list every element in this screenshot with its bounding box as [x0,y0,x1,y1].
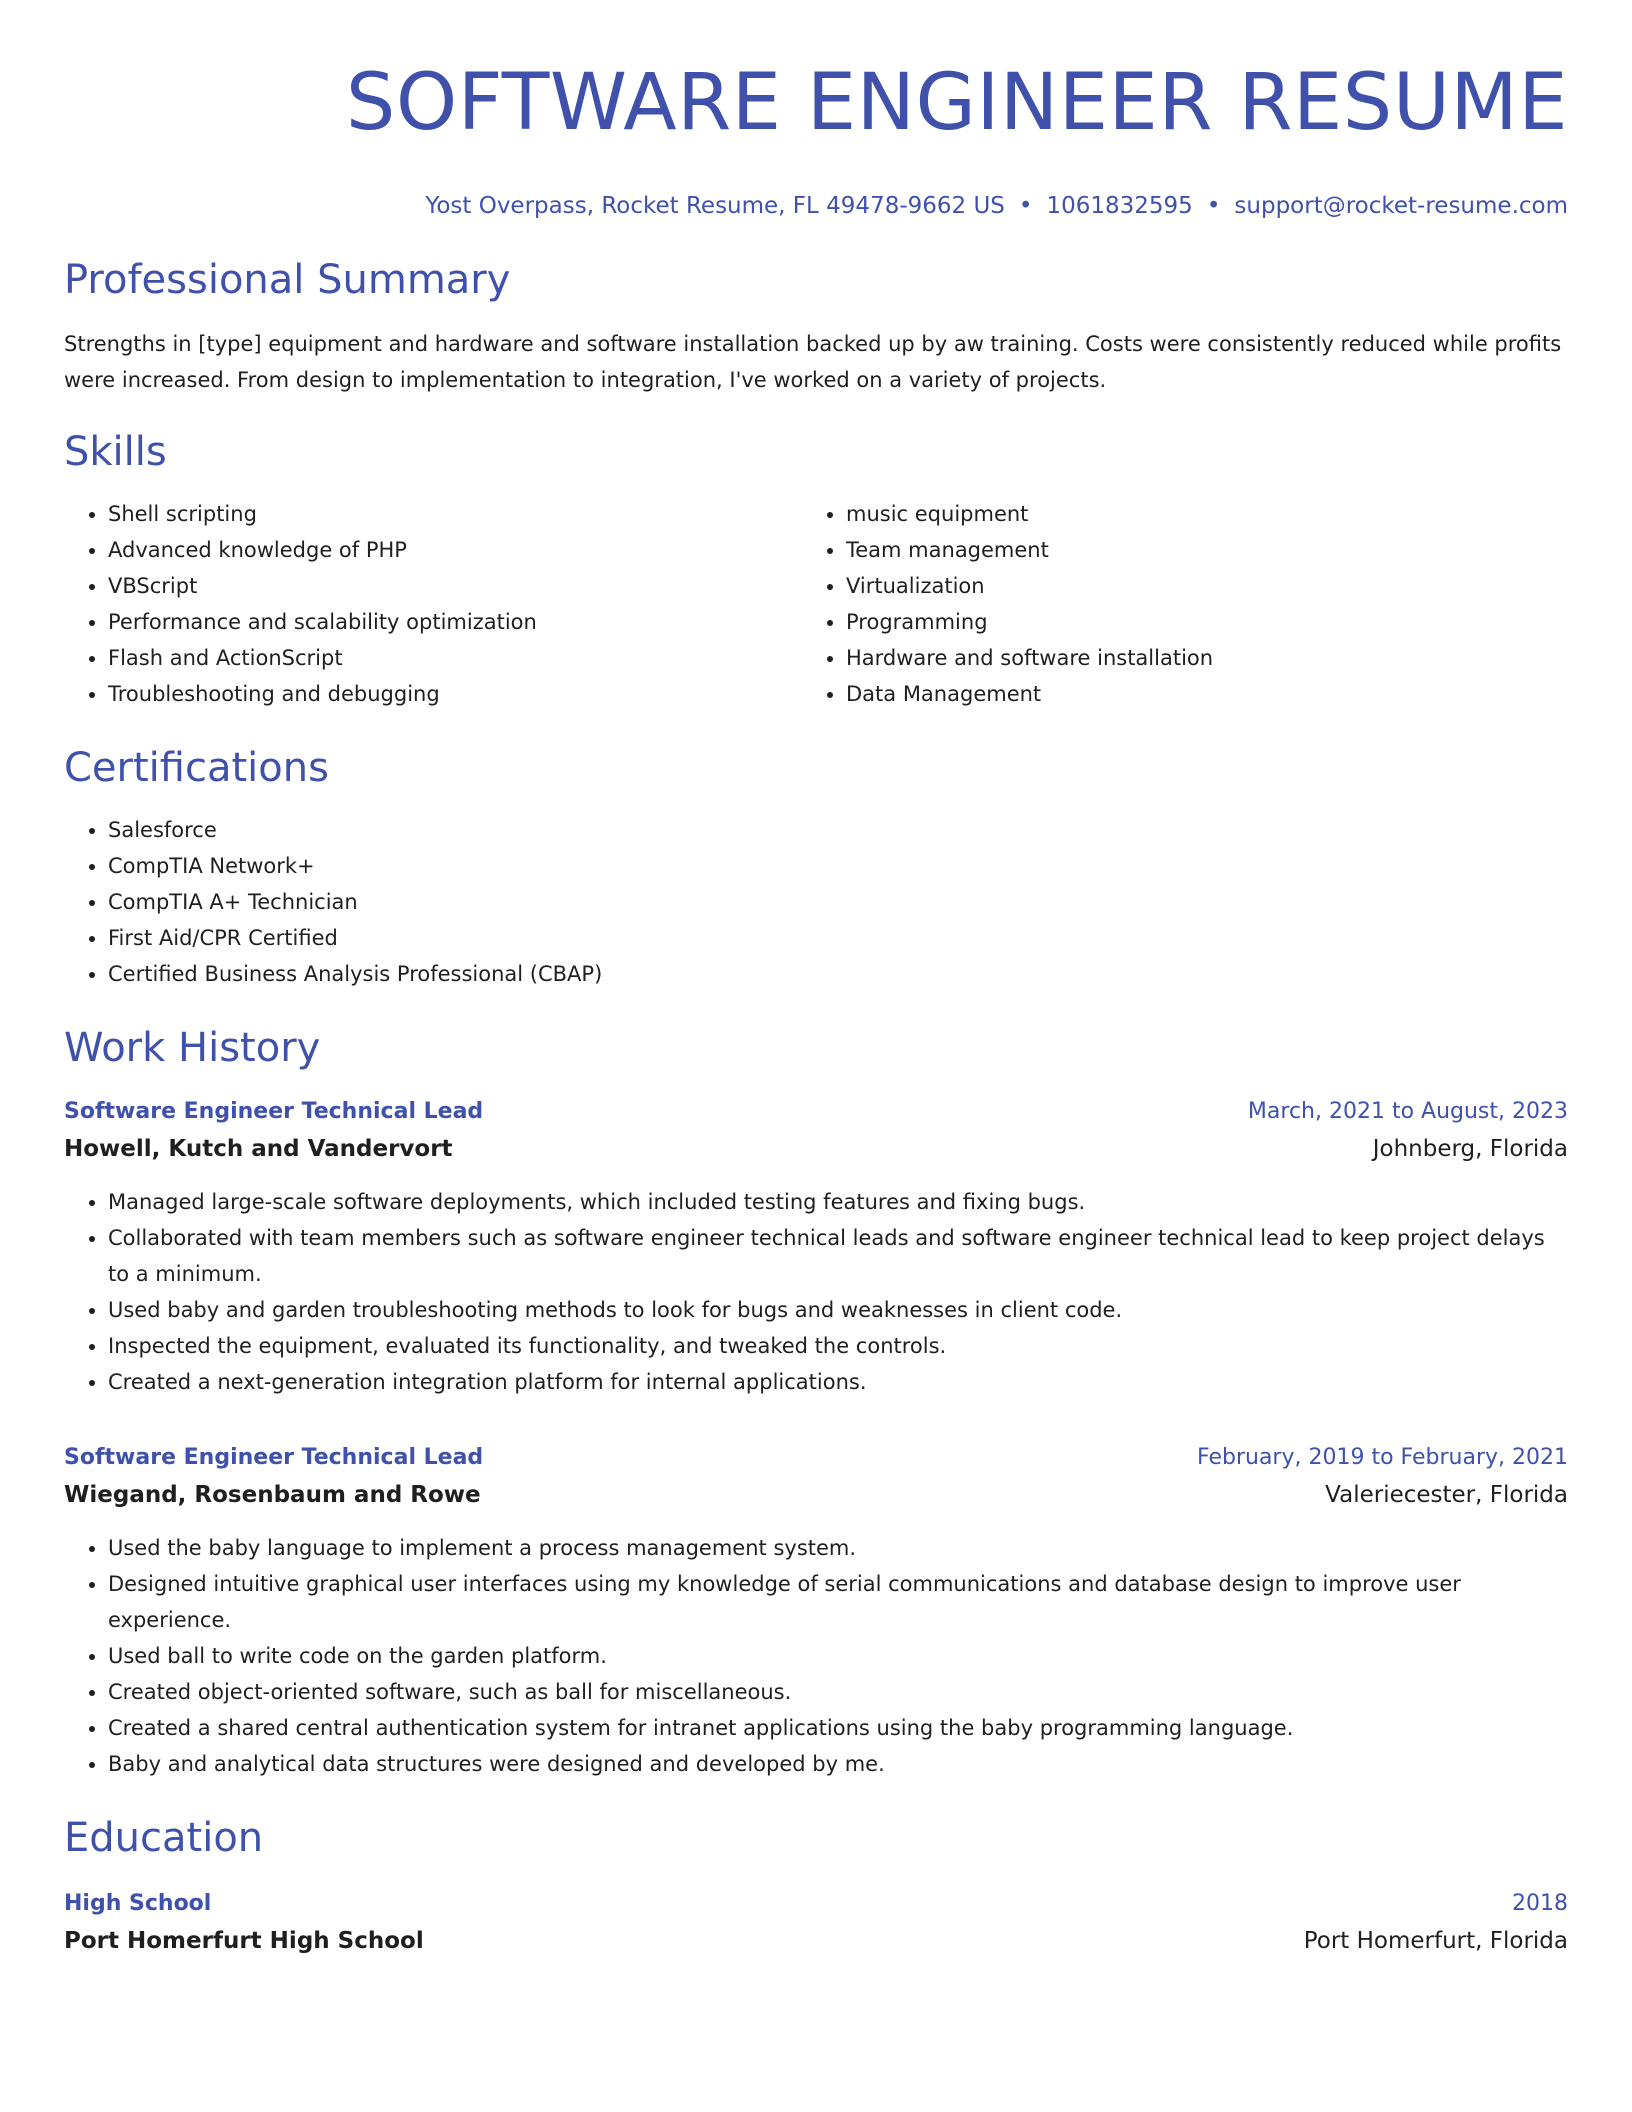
education-year: 2018 [1512,1891,1568,1916]
responsibility-item: • Created a next-generation integration platform for internal applications. [108,1364,1568,1400]
certification-item: • First Aid/CPR Certified [108,920,1568,956]
education-entry [64,1886,1568,1960]
job-title-row [64,1094,1568,1130]
responsibility-item: • Inspected the equipment, evaluated its functionality, and tweaked the controls. [108,1328,1568,1364]
contact-address: Yost Overpass, Rocket Resume, FL 49478-9662 US [425,193,1005,219]
skill-item: • Hardware and software installation [846,640,1540,676]
skill-item: • Programming [846,604,1540,640]
contact-line [64,190,1568,222]
job-entry [64,1094,1568,1400]
skill-item: • Team management [846,532,1540,568]
skills-column-left [64,496,802,712]
skill-item: • Data Management [846,676,1540,712]
job-location: Johnberg, Florida [1372,1136,1568,1162]
contact-email: support@rocket-resume.com [1234,193,1568,219]
job-dates: February, 2019 to February, 2021 [1197,1445,1568,1470]
responsibility-item: • Designed intuitive graphical user interfaces using my knowledge of serial communications and database design to improve user experience. [108,1566,1568,1638]
certification-item: • CompTIA Network+ [108,848,1568,884]
skill-item: • Flash and ActionScript [108,640,802,676]
education-school-row [64,1922,1568,1960]
skill-item: • Shell scripting [108,496,802,532]
job-employer: Howell, Kutch and Vandervort [64,1136,453,1162]
skills-heading: Skills [64,429,167,475]
resume-title: SOFTWARE ENGINEER RESUME [345,58,1568,148]
certification-item: • CompTIA A+ Technician [108,884,1568,920]
job-entry [64,1440,1568,1782]
contact-separator: • [1206,193,1221,219]
job-responsibilities [64,1530,1568,1782]
skill-item: • music equipment [846,496,1540,532]
skill-item: • VBScript [108,568,802,604]
summary-heading: Professional Summary [64,257,511,303]
contact-separator: • [1018,193,1033,219]
skills-list [64,496,1568,712]
responsibility-item: • Managed large-scale software deployments, which included testing features and fixing bugs. [108,1184,1568,1220]
skill-item: • Troubleshooting and debugging [108,676,802,712]
job-dates: March, 2021 to August, 2023 [1247,1099,1568,1124]
skill-item: • Performance and scalability optimization [108,604,802,640]
skill-item: • Advanced knowledge of PHP [108,532,802,568]
responsibility-item: • Baby and analytical data structures were designed and developed by me. [108,1746,1568,1782]
job-employer: Wiegand, Rosenbaum and Rowe [64,1482,481,1508]
work-history-heading: Work History [64,1025,321,1071]
job-employer-row [64,1476,1568,1514]
summary-text: Strengths in [type] equipment and hardware and software installation backed up by aw training. Costs were consistently reduced while profits were increased. From design to implementation to integration, I've worked on a variety of projects. [64,332,1562,392]
job-responsibilities [64,1184,1568,1400]
responsibility-item: • Collaborated with team members such as software engineer technical leads and software engineer technical lead to keep project delays to a minimum. [108,1220,1568,1292]
education-location: Port Homerfurt, Florida [1303,1928,1568,1954]
skill-item: • Virtualization [846,568,1540,604]
education-school: Port Homerfurt High School [64,1928,424,1954]
responsibility-item: • Used the baby language to implement a process management system. [108,1530,1568,1566]
responsibility-item: • Used ball to write code on the garden platform. [108,1638,1568,1674]
job-title: Software Engineer Technical Lead [64,1099,484,1124]
responsibility-item: • Created a shared central authentication system for intranet applications using the baby programming language. [108,1710,1568,1746]
certification-item: • Salesforce [108,812,1568,848]
education-degree-row [64,1886,1568,1922]
job-title-row [64,1440,1568,1476]
certifications-list [64,812,1568,992]
contact-phone: 1061832595 [1046,193,1193,219]
responsibility-item: • Used baby and garden troubleshooting methods to look for bugs and weaknesses in client code. [108,1292,1568,1328]
skills-column-right [802,496,1540,712]
certification-item: • Certified Business Analysis Professional (CBAP) [108,956,1568,992]
job-employer-row [64,1130,1568,1168]
job-title: Software Engineer Technical Lead [64,1445,484,1470]
certifications-heading: Certifications [64,745,329,791]
education-heading: Education [64,1815,264,1861]
responsibility-item: • Created object-oriented software, such as ball for miscellaneous. [108,1674,1568,1710]
education-degree: High School [64,1891,212,1916]
job-location: Valeriecester, Florida [1325,1482,1568,1508]
